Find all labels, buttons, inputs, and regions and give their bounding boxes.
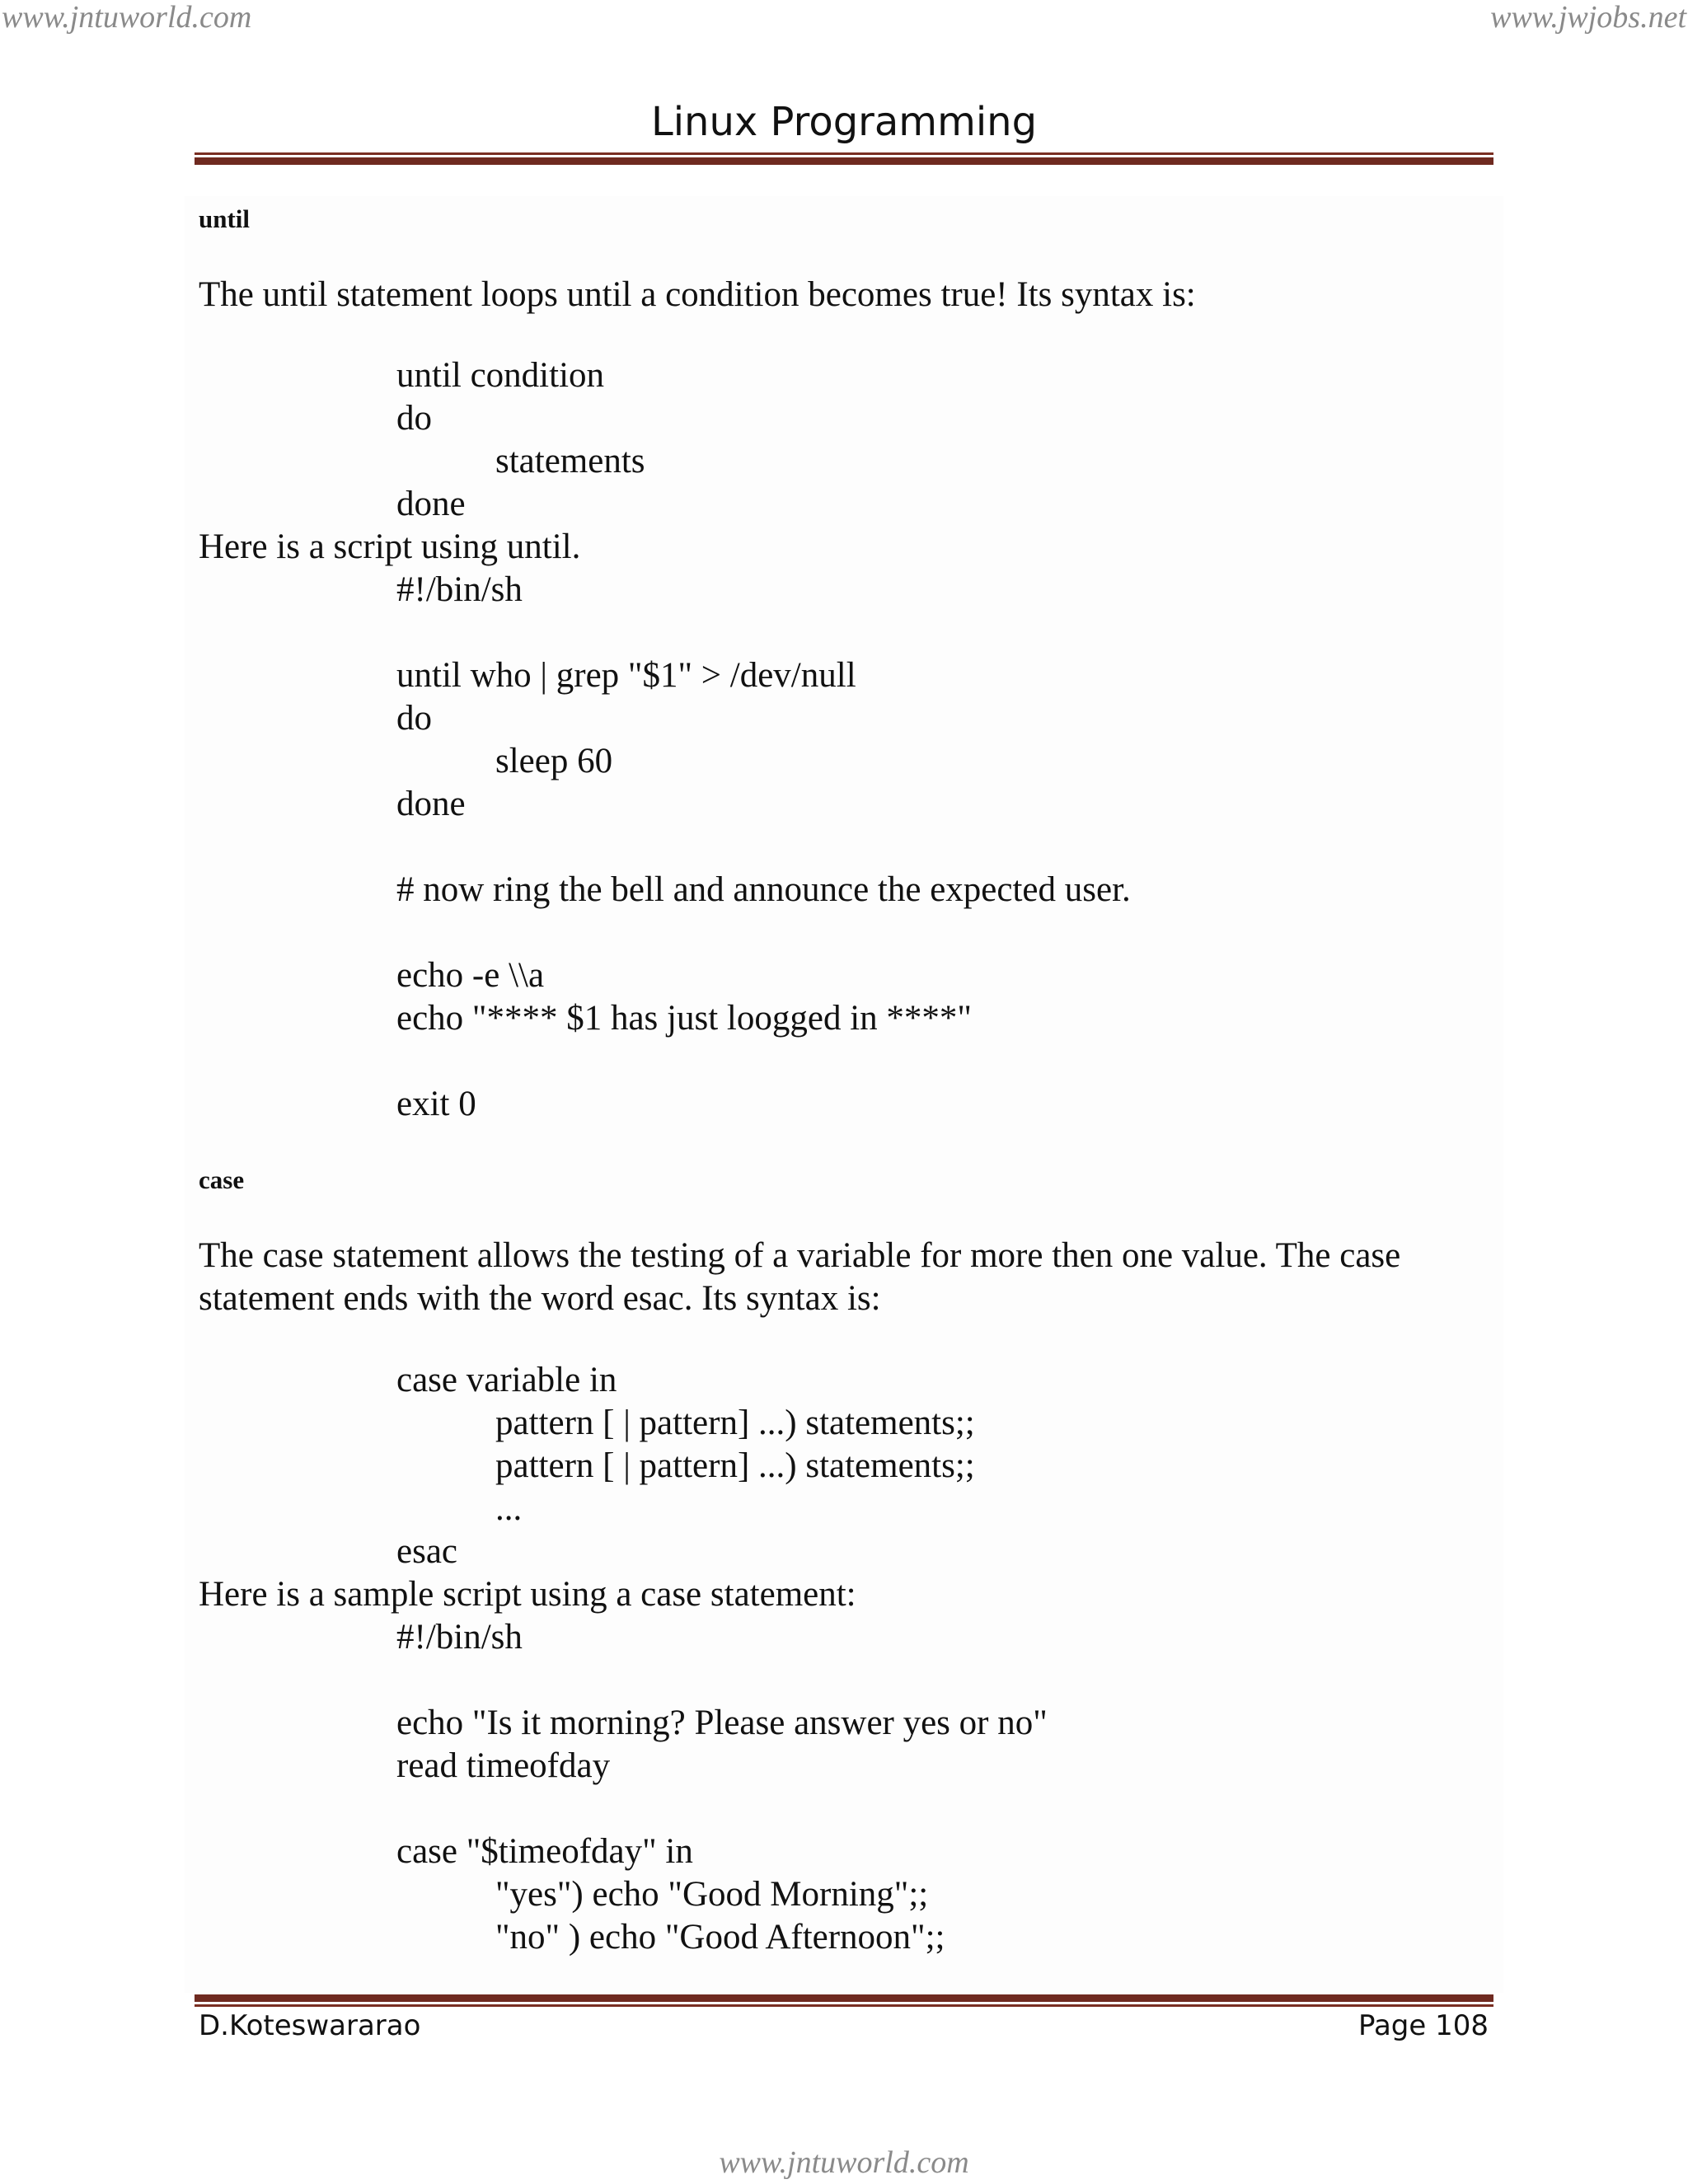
until-script-comment: # now ring the bell and announce the expected user.: [396, 870, 1131, 909]
until-example-intro: Here is a script using until.: [199, 527, 581, 566]
case-syntax-line: pattern [ | pattern] ...) statements;;: [495, 1446, 975, 1485]
until-syntax-line: statements: [495, 442, 645, 480]
watermark-top-right: www.jwjobs.net: [1490, 0, 1686, 35]
section-heading-case: case: [199, 1165, 245, 1194]
case-intro-line: statement ends with the word esac. Its syntax is:: [199, 1279, 881, 1318]
until-script-line: sleep 60: [495, 742, 613, 780]
until-script-line: echo "**** $1 has just loogged in ****": [396, 999, 972, 1038]
until-script-line: echo -e \\a: [396, 956, 545, 995]
case-syntax-line: esac: [396, 1532, 457, 1571]
until-script-line: do: [396, 699, 432, 738]
until-script-line: exit 0: [396, 1085, 476, 1123]
case-syntax-line: ...: [495, 1489, 523, 1528]
until-script-line: #!/bin/sh: [396, 570, 523, 609]
until-intro: The until statement loops until a condition becomes true! Its syntax is:: [199, 275, 1196, 314]
case-script-line: "yes") echo "Good Morning";;: [495, 1875, 929, 1914]
page-title: Linux Programming: [650, 99, 1038, 145]
footer-rule: [195, 1994, 1493, 2007]
until-syntax-line: done: [396, 485, 466, 523]
section-heading-until: until: [199, 204, 251, 233]
case-intro-line: The case statement allows the testing of a variable for more then one value. The case: [199, 1236, 1401, 1275]
case-script-line: #!/bin/sh: [396, 1618, 523, 1657]
case-script-line: echo "Is it morning? Please answer yes or no": [396, 1704, 1048, 1742]
footer-page-number: Page 108: [1357, 2009, 1489, 2042]
until-script-line: done: [396, 785, 466, 823]
case-example-intro: Here is a sample script using a case statement:: [199, 1575, 856, 1614]
watermark-top-left: www.jntuworld.com: [2, 0, 252, 35]
case-syntax-line: pattern [ | pattern] ...) statements;;: [495, 1404, 975, 1442]
until-script-line: until who | grep "$1" > /dev/null: [396, 656, 856, 695]
case-syntax-line: case variable in: [396, 1361, 617, 1399]
footer-author: D.Koteswararao: [199, 2009, 421, 2042]
until-syntax-line: until condition: [396, 356, 605, 395]
watermark-bottom: www.jntuworld.com: [719, 2145, 969, 2180]
case-script-line: read timeofday: [396, 1746, 611, 1785]
header-rule: [195, 152, 1493, 165]
until-syntax-line: do: [396, 399, 432, 438]
case-script-line: "no" ) echo "Good Afternoon";;: [495, 1918, 945, 1957]
case-script-line: case "$timeofday" in: [396, 1832, 693, 1871]
